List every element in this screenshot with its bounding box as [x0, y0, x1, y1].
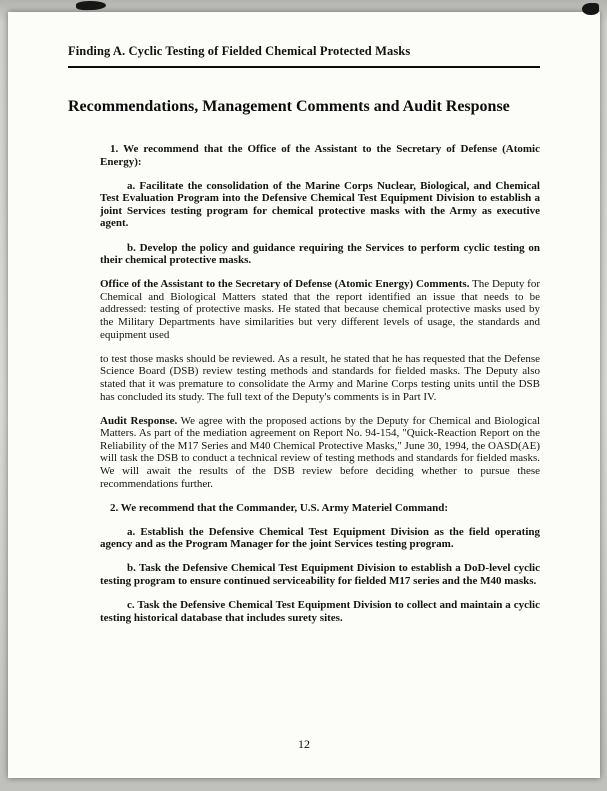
header-rule	[68, 66, 540, 68]
running-header: Finding A. Cyclic Testing of Fielded Chemical Protected Masks	[68, 44, 411, 58]
recommendation-2b: b. Task the Defensive Chemical Test Equipment Division to establish a DoD-level cyclic testing program to ensure continued serviceability for fielded M17 series and the M40 masks.	[100, 562, 540, 588]
osd-comments-paragraph	[100, 278, 540, 341]
recommendation-1: 1. We recommend that the Office of the Assistant to the Secretary of Defense (Atomic Energy):	[100, 143, 540, 168]
page-number: 12	[298, 737, 310, 751]
recommendation-1b: b. Develop the policy and guidance requiring the Services to perform cyclic testing on their chemical protective masks.	[100, 241, 540, 267]
audit-response-lead: Audit Response.	[100, 414, 178, 427]
osd-comments-text: The Deputy for Chemical and Biological Matters stated that the report identified an issue that needs to be addressed: testing of protective masks. He stated that because chemical protective masks used by the Military Departments have similarities but very different levels of usage, the standards and equipment used	[100, 278, 540, 341]
recommendation-2: 2. We recommend that the Commander, U.S. Army Materiel Command:	[110, 501, 449, 514]
recommendation-2c: c. Task the Defensive Chemical Test Equipment Division to collect and maintain a cyclic testing historical database that includes surety sites.	[100, 599, 540, 624]
section-title: Recommendations, Management Comments and Audit Response	[68, 98, 510, 115]
recommendation-2a: a. Establish the Defensive Chemical Test Equipment Division as the field operating agency and as the Program Manager for the joint Services testing program.	[100, 525, 540, 551]
osd-comments-lead: Office of the Assistant to the Secretary of Defense (Atomic Energy) Comments.	[100, 278, 470, 291]
scan-artifact	[76, 0, 106, 10]
recommendation-1a: a. Facilitate the consolidation of the Marine Corps Nuclear, Biological, and Chemical Test Evaluation Program into the Defensive Chemical Test Equipment Division to establish a joint Services testing program for chemical protective masks with the Army as executive agent.	[100, 179, 540, 230]
scan-artifact	[582, 3, 599, 15]
comments-continuation-paragraph: to test those masks should be reviewed. As a result, he stated that he has requested that the Defense Science Board (DSB) review testing methods and standards for fielded masks. The Deputy also stated that it was premature to consolidate the Army and Marine Corps testing units until the DSB has concluded its study. The full text of the Deputy's comments is in Part IV.	[100, 352, 540, 403]
document-page	[8, 12, 600, 778]
audit-response-paragraph	[100, 415, 540, 491]
document-body	[100, 143, 540, 624]
audit-response-text: We agree with the proposed actions by the Deputy for Chemical and Biological Matters. As part of the mediation agreement on Report No. 94-154, "Quick-Reaction Report on the Reliability of the M17 Series and M40 Chemical Protective Masks," June 30, 1994, the OASD(AE) will task the DSB to conduct a technical review of testing methods and standards for fielded masks. We will await the results of the DSB review before deciding whether to pursue these recommendations further.	[100, 414, 541, 490]
